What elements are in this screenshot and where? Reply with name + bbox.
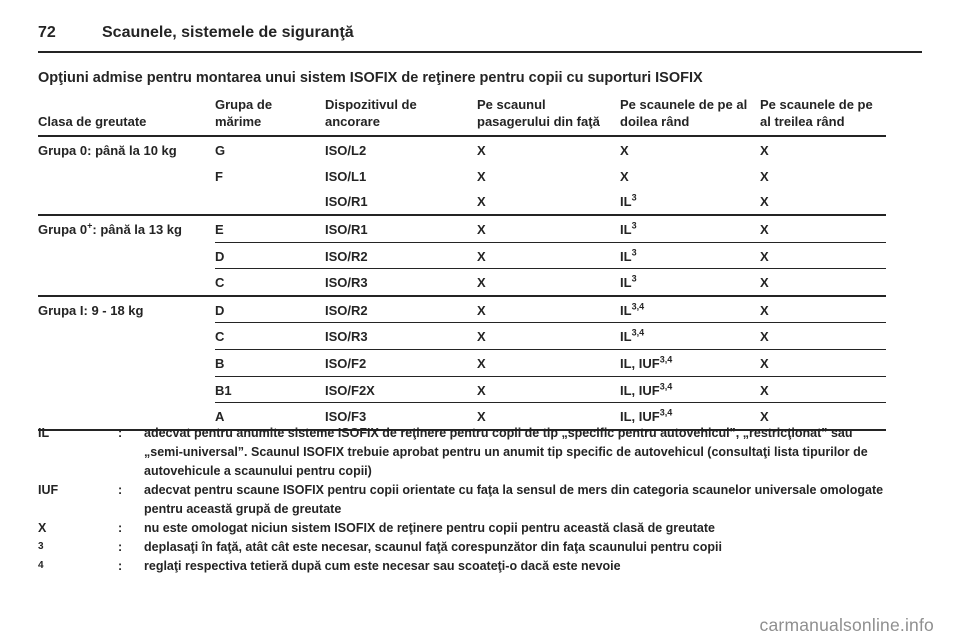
third-row-cell: X bbox=[760, 268, 886, 295]
third-row-cell: X bbox=[760, 168, 769, 184]
weight-class-cell bbox=[38, 137, 215, 163]
section-title: Opţiuni admise pentru montarea unui sistem ISOFIX de reţinere pentru copii cu suporturi ISOFIX bbox=[38, 70, 703, 86]
second-row-footnote-ref: 3,4 bbox=[659, 354, 673, 365]
size-group-cell: E bbox=[215, 222, 224, 238]
weight-class-label: Grupa 0 bbox=[38, 143, 88, 159]
second-row-cell bbox=[620, 137, 760, 163]
second-row-value: IL bbox=[620, 248, 632, 264]
front-seat-cell: X bbox=[477, 322, 620, 349]
footnote-4 bbox=[38, 557, 888, 576]
table-row bbox=[38, 242, 886, 269]
table-row bbox=[38, 297, 886, 323]
second-row-value: X bbox=[620, 168, 629, 184]
second-row-value: IL bbox=[620, 275, 632, 291]
front-seat-cell: X bbox=[477, 402, 620, 429]
anchor-cell: ISO/R3 bbox=[325, 268, 477, 295]
footnote-term: 4 bbox=[38, 560, 44, 571]
size-group-cell: D bbox=[215, 302, 225, 318]
second-row-footnote-ref: 3,4 bbox=[631, 328, 645, 339]
third-row-cell: X bbox=[760, 242, 886, 269]
size-group-cell: B1 bbox=[215, 376, 325, 403]
table-row bbox=[38, 268, 886, 297]
weight-class-label: Grupa I bbox=[38, 302, 84, 318]
weight-class-cell bbox=[38, 297, 215, 323]
anchor-cell: ISO/L1 bbox=[325, 168, 367, 184]
footnote-colon: : bbox=[118, 521, 123, 535]
front-seat-cell: X bbox=[477, 222, 486, 238]
footnote-colon: : bbox=[118, 559, 123, 573]
second-row-value: IL bbox=[620, 302, 632, 318]
size-group-cell: F bbox=[215, 168, 223, 184]
watermark: carmanualsonline.info bbox=[759, 615, 934, 635]
second-row-value: IL, IUF bbox=[620, 409, 660, 425]
third-row-cell: X bbox=[760, 194, 769, 210]
table-row bbox=[38, 216, 886, 242]
footnote-il bbox=[38, 424, 888, 481]
size-group-cell: G bbox=[215, 143, 226, 159]
table-row bbox=[38, 163, 886, 189]
col-header-weight-class: Clasa de greutate bbox=[38, 113, 147, 129]
weight-class-label: Grupa 0 bbox=[38, 222, 88, 238]
table-row bbox=[38, 349, 886, 376]
col-header-anchor: Dispozitivul de ancorare bbox=[325, 97, 417, 129]
anchor-cell: ISO/R2 bbox=[325, 302, 368, 318]
footnote-colon: : bbox=[118, 540, 123, 554]
front-seat-cell: X bbox=[477, 242, 620, 269]
second-row-value: IL, IUF bbox=[620, 356, 660, 371]
second-row-value: IL bbox=[620, 329, 632, 345]
footnotes bbox=[38, 424, 888, 576]
page-number: 72 bbox=[38, 24, 56, 41]
weight-class-cell bbox=[38, 376, 215, 403]
second-row-footnote-ref: 3,4 bbox=[659, 381, 673, 392]
second-row-cell bbox=[620, 216, 760, 242]
second-row-value: IL bbox=[620, 194, 632, 210]
footnote-text: reglaţi respectiva tetieră după cum este necesar sau scoateţi-o dacă este nevoie bbox=[144, 559, 621, 573]
third-row-cell: X bbox=[760, 322, 886, 349]
front-seat-cell: X bbox=[477, 268, 620, 295]
front-seat-cell: X bbox=[477, 302, 486, 318]
weight-class-label-post: : 9 - 18 kg bbox=[83, 302, 144, 318]
size-group-cell bbox=[215, 188, 325, 214]
weight-class-cell bbox=[38, 242, 215, 269]
footnote-term: IL bbox=[38, 426, 50, 440]
table-row bbox=[38, 376, 886, 403]
size-group-cell: C bbox=[215, 268, 325, 295]
table-row bbox=[38, 322, 886, 349]
table-row bbox=[38, 188, 886, 216]
second-row-value: IL, IUF bbox=[620, 382, 660, 398]
second-row-cell bbox=[620, 349, 760, 376]
footnote-x bbox=[38, 519, 888, 538]
footnote-term: 3 bbox=[38, 541, 44, 552]
third-row-cell: X bbox=[760, 302, 769, 318]
second-row-cell bbox=[620, 242, 760, 269]
anchor-cell: ISO/F2 bbox=[325, 349, 477, 376]
col-header-size-group: Grupa de mărime bbox=[215, 97, 273, 129]
table-row bbox=[38, 137, 886, 163]
second-row-cell bbox=[620, 268, 760, 295]
footnote-term: IUF bbox=[38, 483, 59, 497]
footnote-colon: : bbox=[118, 426, 123, 440]
footnote-iuf bbox=[38, 481, 888, 519]
front-seat-cell: X bbox=[477, 143, 486, 159]
front-seat-cell: X bbox=[477, 194, 486, 210]
anchor-cell: ISO/L2 bbox=[325, 143, 367, 159]
col-header-second-row: Pe scaunele de pe al doilea rând bbox=[620, 97, 748, 129]
anchor-cell: ISO/R3 bbox=[325, 322, 477, 349]
second-row-cell bbox=[620, 297, 760, 323]
isofix-options-table bbox=[38, 97, 886, 431]
size-group-cell: A bbox=[215, 402, 325, 429]
footnote-text: deplasaţi în faţă, atât cât este necesar, scaunul faţă corespunzător din faţa scaunului pentru copii bbox=[144, 540, 722, 554]
chapter-title: Scaunele, sistemele de siguranţă bbox=[102, 24, 354, 41]
footnote-3 bbox=[38, 538, 888, 557]
front-seat-cell: X bbox=[477, 168, 486, 184]
anchor-cell: ISO/F2X bbox=[325, 376, 477, 403]
col-header-front-passenger: Pe scaunul pasagerului din faţă bbox=[477, 97, 600, 129]
weight-class-cell bbox=[38, 322, 215, 349]
footnote-term: X bbox=[38, 521, 47, 535]
second-row-value: X bbox=[620, 143, 629, 159]
second-row-footnote-ref: 3 bbox=[631, 273, 637, 284]
weight-class-label-post: : până la 13 kg bbox=[92, 222, 182, 238]
anchor-cell: ISO/F3 bbox=[325, 402, 477, 429]
weight-class-cell bbox=[38, 216, 215, 242]
weight-class-cell bbox=[38, 268, 215, 295]
second-row-cell bbox=[620, 188, 760, 214]
front-seat-cell: X bbox=[477, 349, 620, 376]
size-group-cell: C bbox=[215, 322, 325, 349]
front-seat-cell: X bbox=[477, 376, 620, 403]
second-row-value: IL bbox=[620, 222, 632, 238]
anchor-cell: ISO/R1 bbox=[325, 222, 368, 238]
second-row-footnote-ref: 3 bbox=[631, 247, 637, 258]
second-row-footnote-ref: 3,4 bbox=[631, 301, 645, 312]
size-group-cell: D bbox=[215, 242, 325, 269]
third-row-cell: X bbox=[760, 349, 886, 376]
third-row-cell: X bbox=[760, 143, 769, 159]
footnote-colon: : bbox=[118, 483, 123, 497]
third-row-cell: X bbox=[760, 376, 886, 403]
footnote-text: adecvat pentru scaune ISOFIX pentru copii orientate cu faţa la sensul de mers din categoria scaunelor universale omologate pentru această grupă de greutate bbox=[144, 483, 884, 516]
third-row-cell: X bbox=[760, 402, 886, 429]
footnote-text: adecvat pentru anumite sisteme ISOFIX de reţinere pentru copii de tip „specific pentru autovehicul”, „restricţionat” sau „semi-universal”. Scaunul ISOFIX trebuie aprobat pentru un anumit tip specific de autovehicul (consultaţi lista tipurilor de autovehicule a scaunului pentru copii) bbox=[144, 426, 868, 478]
weight-class-cell bbox=[38, 163, 215, 189]
second-row-footnote-ref: 3 bbox=[631, 220, 637, 231]
weight-class-cell bbox=[38, 188, 215, 214]
second-row-cell bbox=[620, 322, 760, 349]
anchor-cell: ISO/R1 bbox=[325, 194, 368, 210]
col-header-third-row: Pe scaunele de pe al treilea rând bbox=[760, 97, 873, 129]
weight-class-label-post: : până la 10 kg bbox=[87, 143, 177, 159]
weight-class-cell bbox=[38, 349, 215, 376]
footnote-text: nu este omologat niciun sistem ISOFIX de reţinere pentru copii pentru această clasă de greutate bbox=[144, 521, 715, 535]
anchor-cell: ISO/R2 bbox=[325, 242, 477, 269]
second-row-cell bbox=[620, 163, 760, 189]
second-row-footnote-ref: 3,4 bbox=[659, 407, 673, 418]
size-group-cell: B bbox=[215, 349, 325, 376]
second-row-footnote-ref: 3 bbox=[631, 193, 637, 204]
table-header-row bbox=[38, 97, 886, 137]
third-row-cell: X bbox=[760, 222, 769, 238]
page-header bbox=[38, 24, 922, 53]
weight-class-sup: + bbox=[87, 220, 93, 231]
second-row-cell bbox=[620, 376, 760, 403]
